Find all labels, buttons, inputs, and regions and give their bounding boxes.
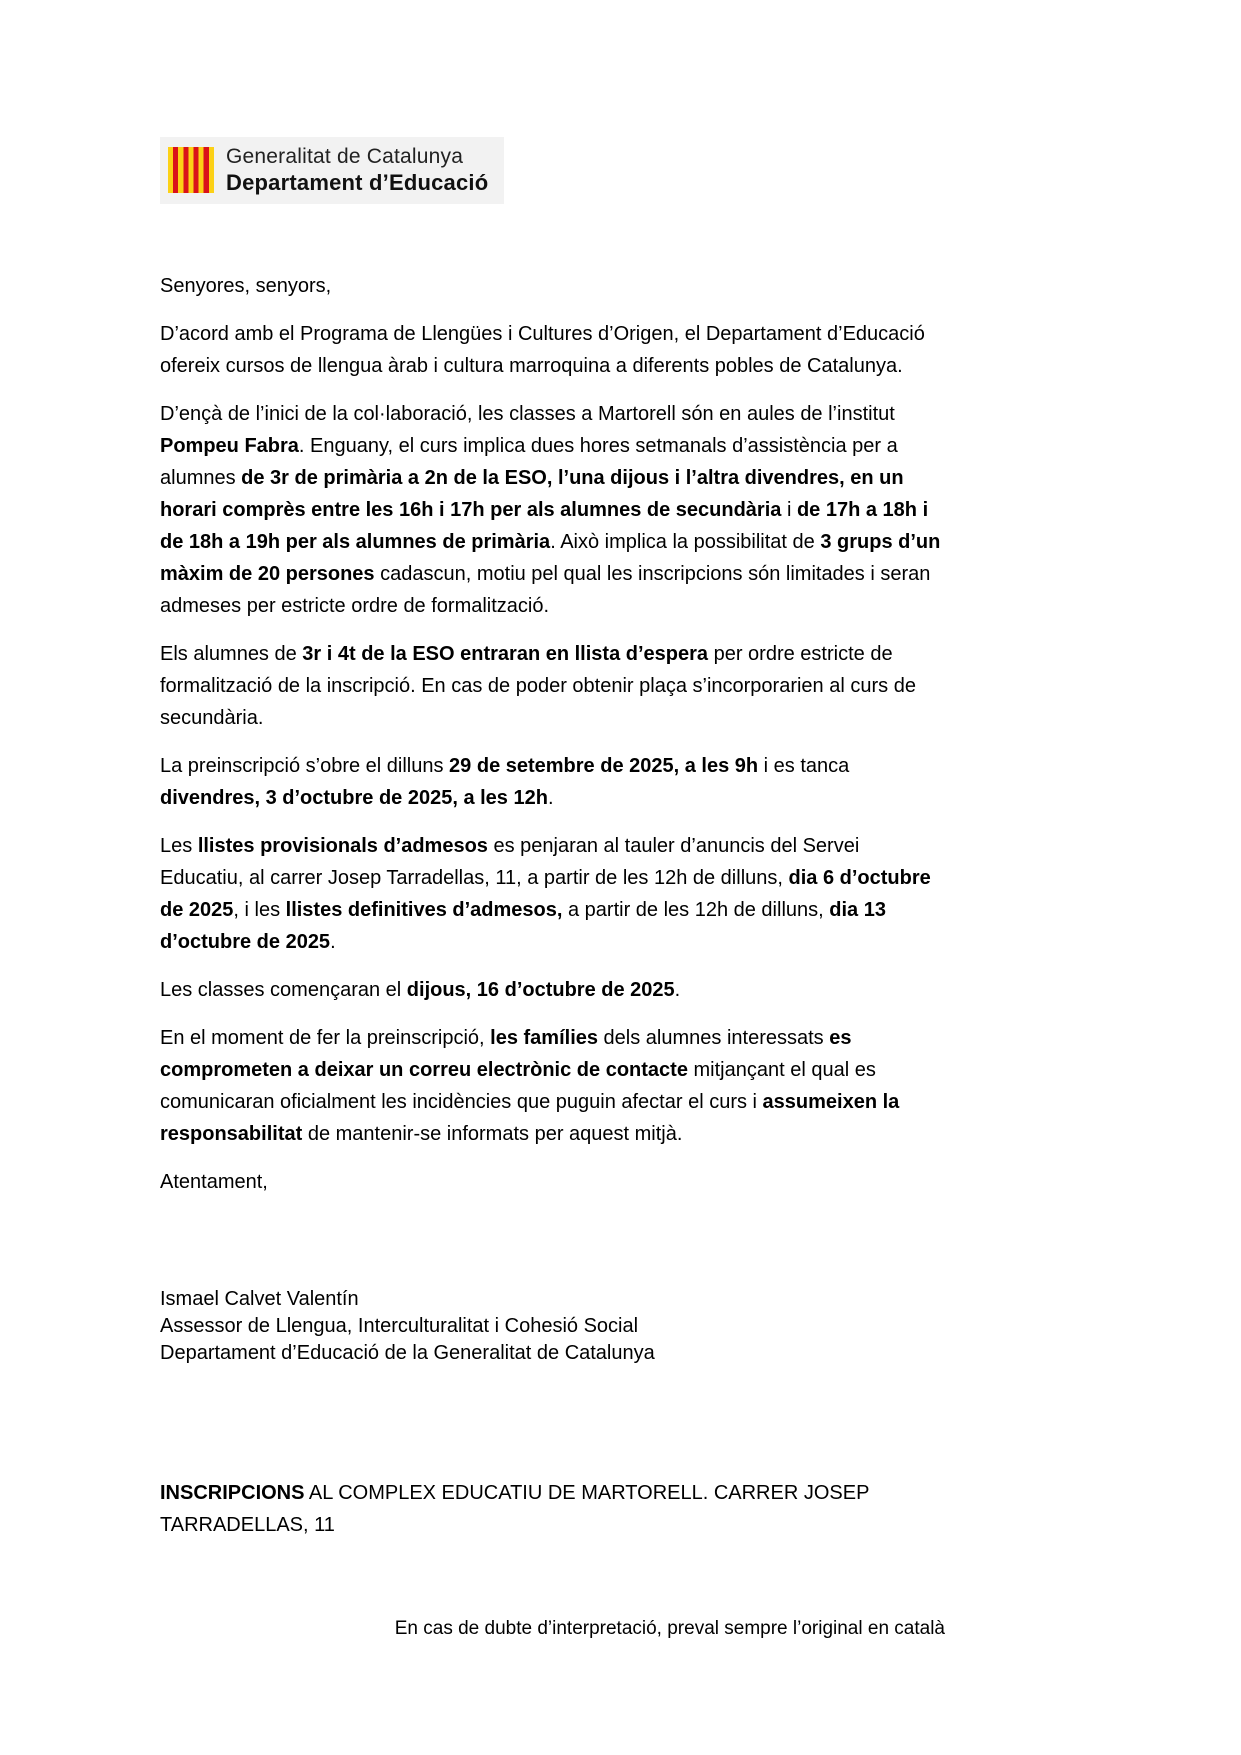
dept-name: Departament d’Educació [226, 169, 489, 195]
org-name: Generalitat de Catalunya [226, 145, 464, 168]
closing: Atentament, [160, 1170, 268, 1193]
signature-role: Assessor de Llengua, Interculturalitat i Cohesió Social [160, 1314, 639, 1337]
body-paragraph: Les classes començaran el dijous, 16 d’octubre de 2025. [160, 978, 681, 1001]
senyera-stripes-icon [168, 147, 214, 193]
signature-name: Ismael Calvet Valentín [160, 1287, 359, 1310]
body-paragraph: La preinscripció s’obre el dilluns 29 de setembre de 2025, a les 9h i es tanca divendres, 3 d’octubre de 2025, a les 12h. [160, 754, 850, 809]
signature-org: Departament d’Educació de la Generalitat de Catalunya [160, 1341, 655, 1364]
signature-block [160, 1286, 945, 1367]
body-paragraph: D’acord amb el Programa de Llengües i Cultures d’Origen, el Departament d’Educació ofereix cursos de llengua àrab i cultura marroquina a diferents pobles de Catalunya. [160, 322, 925, 377]
footnote: En cas de dubte d’interpretació, preval sempre l’original en català [394, 1617, 945, 1639]
salutation: Senyores, senyors, [160, 274, 332, 297]
body-paragraph: En el moment de fer la preinscripció, les famílies dels alumnes interessats es comprometen a deixar un correu electrònic de contacte mitjançant el qual es comunicaran oficialment les incidències que puguin afectar el curs i assumeixen la responsabilitat de mantenir-se informats per aquest mitjà. [160, 1026, 900, 1145]
letter-body [160, 270, 945, 1645]
body-paragraph: D’ençà de l’inici de la col·laboració, les classes a Martorell són en aules de l’institut Pompeu Fabra. Enguany, el curs implica dues hores setmanals d’assistència per a alumnes de 3r de primària a 2n de la ESO, l’una dijous i l’altra divendres, en un horari comprès entre les 16h i 17h per als alumnes de secundària i de 17h a 18h i de 18h a 19h per als alumnes de primària. Això implica la possibilitat de 3 grups d’un màxim de 20 persones cadascun, motiu pel qual les inscripcions són limitades i seran admeses per estricte ordre de formalització. [160, 402, 941, 617]
logo-text [226, 145, 488, 196]
body-paragraph: Els alumnes de 3r i 4t de la ESO entraran en llista d’espera per ordre estricte de formalització de la inscripció. En cas de poder obtenir plaça s’incorporarien al curs de secundària. [160, 642, 916, 729]
body-paragraph: Les llistes provisionals d’admesos es penjaran al tauler d’anuncis del Servei Educatiu, al carrer Josep Tarradellas, 11, a partir de les 12h de dilluns, dia 6 d’octubre de 2025, i les llistes definitives d’admesos, a partir de les 12h de dilluns, dia 13 d’octubre de 2025. [160, 834, 931, 953]
generalitat-logo [160, 137, 504, 204]
inscriptions-line: INSCRIPCIONS AL COMPLEX EDUCATIU DE MARTORELL. CARRER JOSEP TARRADELLAS, 11 [160, 1481, 870, 1536]
